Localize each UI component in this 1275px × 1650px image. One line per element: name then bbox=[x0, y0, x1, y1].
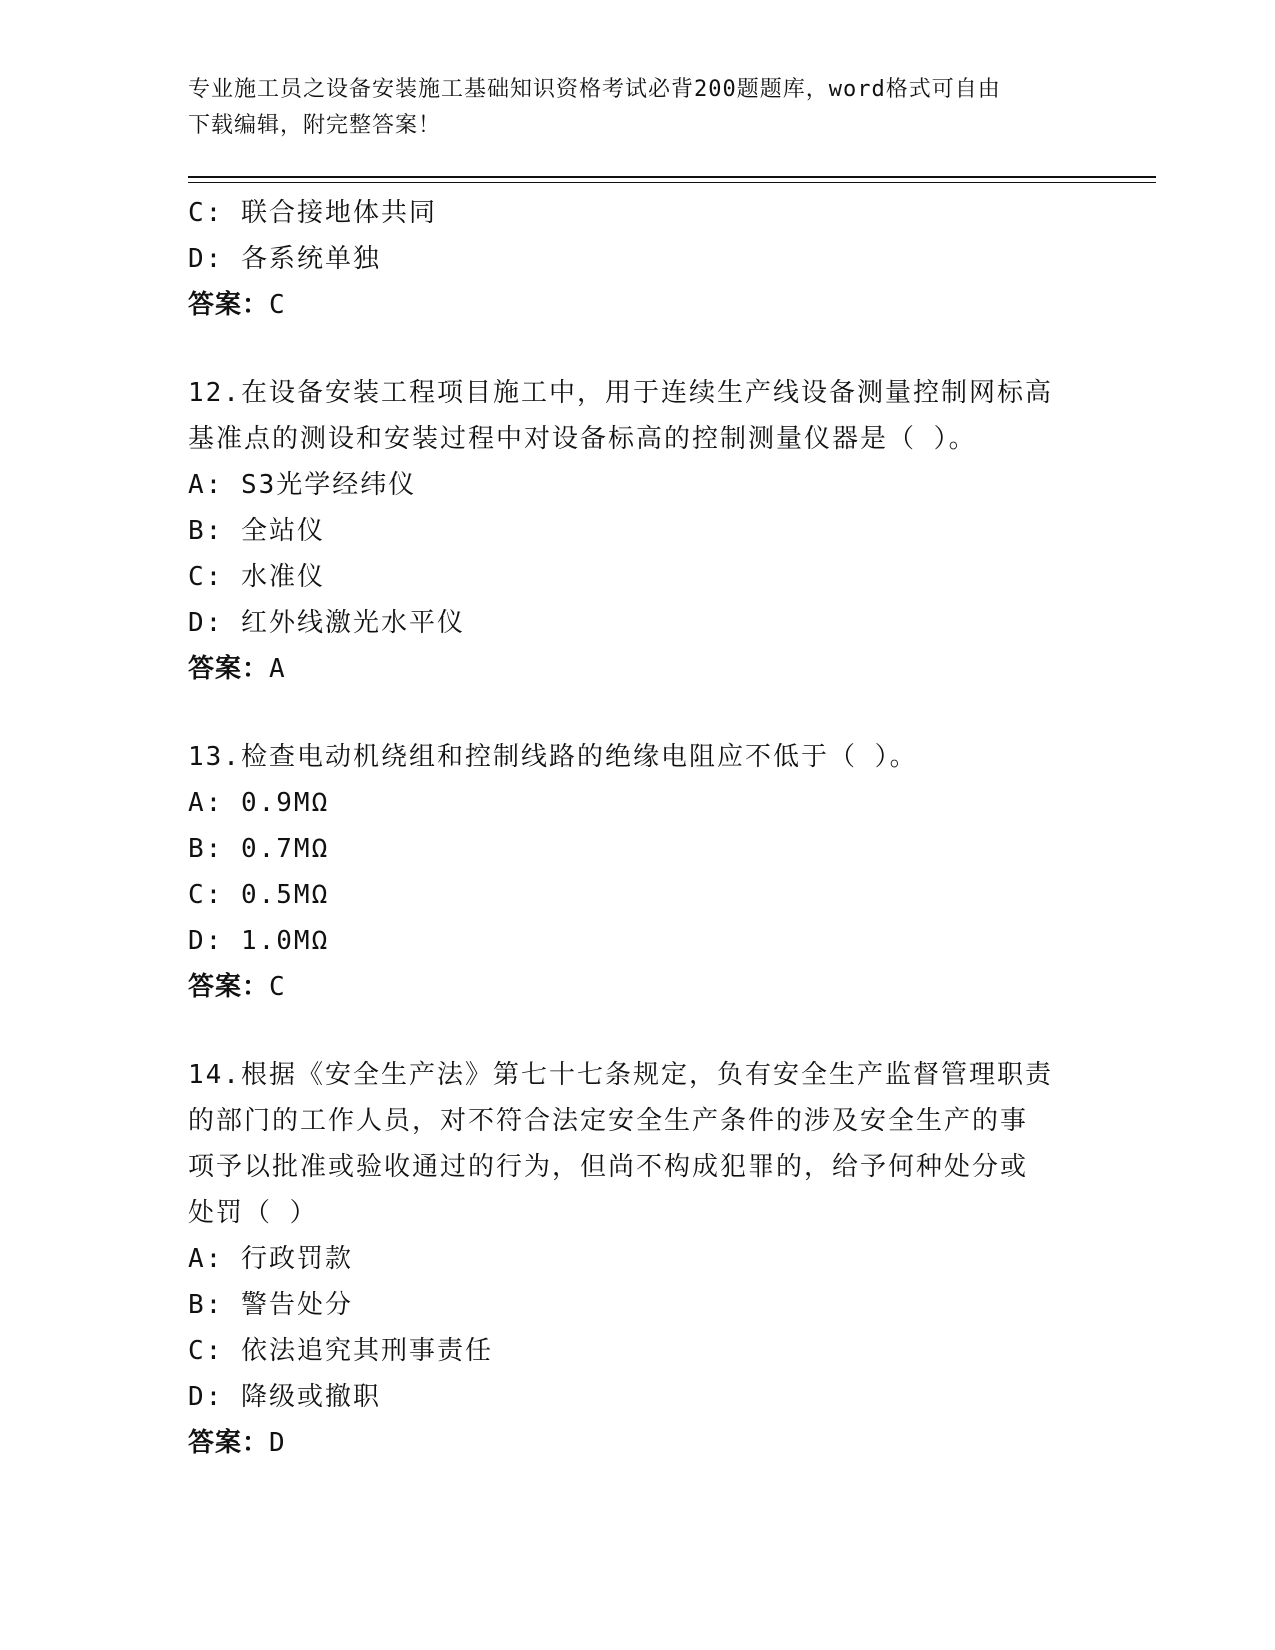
answer-label: 答案： bbox=[188, 290, 270, 320]
option-a: A: S3光学经纬仪 bbox=[188, 470, 417, 500]
question-block-14 bbox=[188, 1052, 1088, 1466]
option-c: C: 水准仪 bbox=[188, 562, 325, 592]
header-line-2: 下载编辑，附完整答案！ bbox=[188, 113, 442, 138]
answer-label: 答案： bbox=[188, 654, 270, 684]
option-d: D: 红外线激光水平仪 bbox=[188, 608, 465, 638]
answer-line bbox=[188, 282, 1088, 328]
option-d: D: 各系统单独 bbox=[188, 244, 381, 274]
option-c: C: 联合接地体共同 bbox=[188, 198, 437, 228]
question-list bbox=[188, 190, 1088, 1466]
option-a: A: 0.9MΩ bbox=[188, 788, 330, 818]
option-b: B: 全站仪 bbox=[188, 516, 325, 546]
answer-line bbox=[188, 646, 1088, 692]
answer-label: 答案： bbox=[188, 1428, 270, 1458]
question-block-12 bbox=[188, 370, 1088, 692]
answer-value: C bbox=[269, 972, 286, 1002]
question-block-13 bbox=[188, 734, 1088, 1010]
question-text: 12.在设备安装工程项目施工中，用于连续生产线设备测量控制网标高 基准点的测设和安装过程中对设备标高的控制测量仪器是（ ）。 bbox=[188, 378, 1053, 454]
question-text: 14.根据《安全生产法》第七十七条规定，负有安全生产监督管理职责 的部门的工作人员，对不符合法定安全生产条件的涉及安全生产的事 项予以批准或验收通过的行为，但尚不构成犯罪的，给予何种处分或 处罚（ ） bbox=[188, 1060, 1053, 1228]
header-divider-thick bbox=[188, 176, 1156, 178]
answer-line bbox=[188, 964, 1088, 1010]
option-d: D: 降级或撤职 bbox=[188, 1382, 381, 1412]
answer-value: D bbox=[269, 1428, 286, 1458]
option-d: D: 1.0MΩ bbox=[188, 926, 330, 956]
question-text: 13.检查电动机绕组和控制线路的绝缘电阻应不低于（ ）。 bbox=[188, 742, 918, 772]
option-c: C: 0.5MΩ bbox=[188, 880, 330, 910]
option-b: B: 警告处分 bbox=[188, 1290, 353, 1320]
question-block-11-tail bbox=[188, 190, 1088, 328]
option-b: B: 0.7MΩ bbox=[188, 834, 330, 864]
answer-label: 答案： bbox=[188, 972, 270, 1002]
header-divider-thin bbox=[188, 182, 1156, 183]
option-c: C: 依法追究其刑事责任 bbox=[188, 1336, 493, 1366]
answer-line bbox=[188, 1420, 1088, 1466]
answer-value: C bbox=[269, 290, 286, 320]
header-line-1: 专业施工员之设备安装施工基础知识资格考试必背200题题库，word格式可自由 bbox=[188, 77, 1001, 102]
option-a: A: 行政罚款 bbox=[188, 1244, 353, 1274]
page-header bbox=[188, 72, 1088, 144]
answer-value: A bbox=[269, 654, 286, 684]
